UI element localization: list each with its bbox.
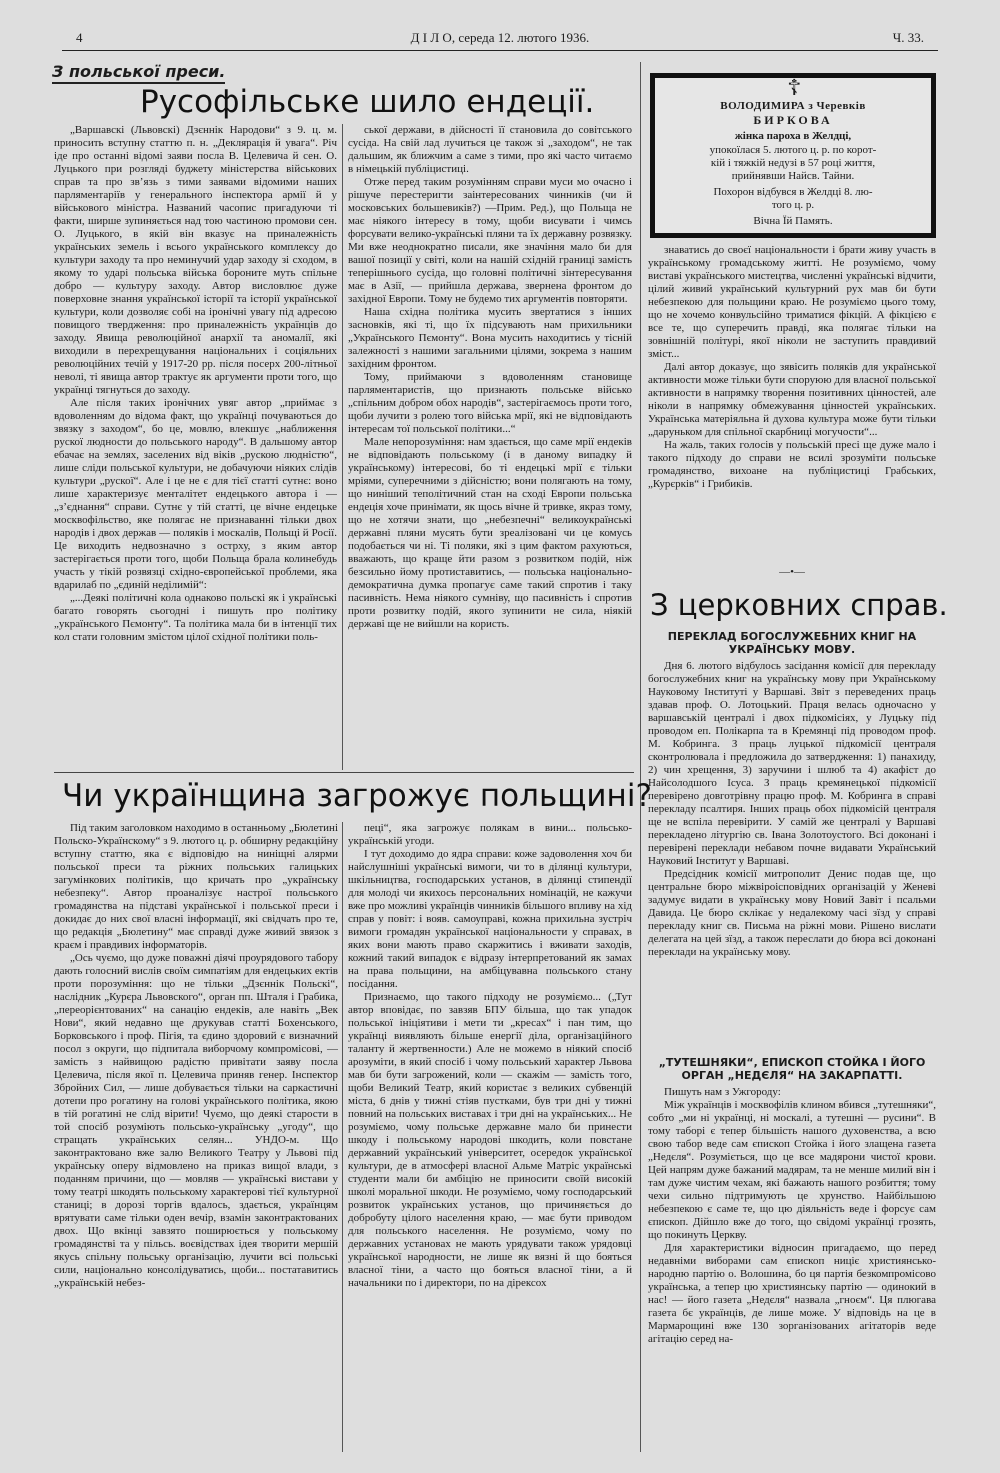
paragraph: „Варшавскі (Львовскі) Дзєннік Народови“ з 9. ц. м. приносить вступну статтю п. н. „Деклярація й увага“. Річ іде про останні відомі заяви посла В. Целевича й сен. О. Луцького при розгляді буджету міністерства військових справ та про зв’язь з тими заявами відомими наших парляментаріїв у генерального інспектора армії й у військового міністра. Названий часопис пригадуючи ті факти, ширше зупиняється над тою частиною промови сен. О. Луцького, в якій він вказує на приналежність українських земель і всього українського комплексу до культури заходу та про неминучий удар заходу зі сходом, в якому то ударі польська війська бороните муть спільне добро — культуру заходу. Автор висловлює дуже поверховне знання української історії та історії української культури, коли дозволяє собі на іронічні увагу під адресою повищого твердження: про приналежність українців до заходу. Явища революційної анархії та аномалії, які виходили в перехрещування національних і соціяльних революційних течій у 1917-20 рр. після посерх 200-літньої неволі, ті явища автор трактує як аргументи проти того, що українці тягнуться до заходу. xyxy=(54,124,337,396)
obituary-surname: БИРКОВА xyxy=(753,113,833,127)
subheading-tuteshniaky xyxy=(648,1056,936,1082)
article1-column-3 xyxy=(648,244,936,562)
obituary-line: жінка пароха в Желдці, xyxy=(734,130,852,142)
article2-column-1 xyxy=(54,822,338,1452)
article-title-ukrainian-threat: Чи українщина загрожує польщині? xyxy=(62,778,652,814)
paragraph: На жаль, таких голосів у польській пресі ще дуже мало і такого підходу до справи не всилі зрозуміти польське громадянство, вихоане на публіцистиці Грабських, „Курєрків“ і Грибиків. xyxy=(648,439,936,490)
paragraph: „Ось чуємо, що дуже поважні діячі проурядового табору дають голосний вислів своїм симпатіям для ендецьких ектів проти порозуміння: що не тільки „Дзєннік Польскі“, наслідник „Курєра Львовского“, орган пп. Шталя і Грабика, „переорієнтованих“ на санацію ендеків, але навіть „Век Нови“, який недавно ще друкував статті Бохенського, Борковського і проф. Пігія, та єдино здоровий є визначний посол з округи, що підпитала виборчому компромісові, — замість з найвищою радістю привітати заяву посла Целевича, після якої п. Целевича приняв генер. Інспектор Збройних Сил, — лише добувається тільки на саркастичні дотепи про рогатину на голові українського політика, якою в тій рогатині не слід вірити! Чуємо, що деякі старости в той спосіб розуміють польсько-українську „угоду“, що стращать українських селян... УНДО-м. Що законтрактовано вже залю Великого Театру у Львові під українську оперу відмовлено на приказ вищої влади, з поданням причини, що — мовляв — українські вистави у тому театрі шкодять польському характерові тієї культурної станиці; в дорозі торгів вдалось, здається, українцям врятувати саме тільки оден вечір, взамін законтрактованих двох. Що вкінці завзято поширюється у польському громадянстві та у пільсь. воєвідствах ідея творити мершій якусь спільну польську організацію, лучити всі польські сили, національно консолідуватись, щоби... постатавитись „українській небез- xyxy=(54,952,338,1289)
article1-column-1 xyxy=(54,124,337,770)
paragraph: знаватись до своєї національности і брати живу участь в українському громадському житті. Не розуміємо, чому виставі українського мистецтва, численні українські відчити, цілий живий український культурний рух мав би бути небезпекою для польщини краю. Не розуміємо цього тому, що не хочемо конвульсійно триматися фікцій. А фікцією є все те, що суперечить правді, яка полягає тільки на зовнішній політурі, якої ніколи не заступить правдивий зміст... xyxy=(648,244,936,360)
masthead: Д І Л О, середа 12. лютого 1936. xyxy=(410,30,590,45)
obituary-line: упокоїлася 5. лютого ц. р. по корот- xyxy=(709,144,877,156)
paragraph: Отже перед таким розумінням справи муси мо очасно і рішуче перестеригти заінтересованих чинників (чи й московських большевиків?) —Прим. Ред.), що Польща не має ніякого інтересу в тому, щоби висувати і чимсь форсувати велико-українські пляни та їх державну розвязку. Ми вже неоднократно писали, яке значіння мало би для вашої позиції у світі, коли на нашій східній границі замість теперішнього сусіда, що головні політичні зінтересування має в Азії, — прийшла держава, звернена фронтом до західної Европи. Тому не будемо тих аргументів повторяти. xyxy=(348,176,632,305)
obituary-line: прийнявши Найсв. Тайни. xyxy=(731,170,855,182)
subheading-line: „ТУТЕШНЯКИ“, ЕПИСКОП СТОЙКА І ЙОГО xyxy=(658,1056,926,1069)
subheading-translation xyxy=(648,630,936,656)
obituary-line: кій і тяжкій недузі в 57 році життя, xyxy=(710,157,876,169)
paragraph: Наша східна політика мусить звертатися з інших засновків, які ті, що їх підсувають нам прихильники „Українського Пємонту“. Вона мусить находитись у тісній залежності з нашими загальними цілями, зокрема з нашим західним фронтом. xyxy=(348,306,632,370)
paragraph: Під таким заголовком находимо в останньому „Бюлетині Польско-Українскому“ з 9. лютого ц. р. обширну редакційну вступну статтю, яка є відповідю на ниніщні алярми польської преси та ріжних польських галицьких загумінкових політиків, що кричать про „українську небезпеку“. Автор проаналізує настрої польського громадянства на підставі української і польської преси і докидає до них свої власні інформації, які свідчать про те, що редакція „Бюлетину“ має справді дуже живий звязок з краєм і правдивих інформаторів. xyxy=(54,822,338,951)
church-column-translation xyxy=(648,660,936,1052)
paragraph: пеці“, яка загрожує полякам в вини... польсько-українській угоди. xyxy=(348,822,632,847)
paragraph: Признаємо, що такого підходу не розуміємо... („Тут автор вповідає, по завзяв БПУ більша, що так упадок польської ініціятиви і мети ти „кресах“ і пан тим, що українці виявляють більше енергії діла, організаційного таланту й жертвенности.) Але не можемо в ніякий спосіб арозуміти, в який спосіб і чому польський характер Львова мав би бути загрожений, коли — скажім — замість того, щоби Великий Театр, який користає з великих субвенцій міста, 6 днів у тижні стіяв пустками, був три дні у тижні повний на польських виставах і три дні на українських... Не розуміємо, чому польське державне мало би принести шкоду і польському народові шкодить, коли повстане державний український університет, осередок української культури, де в атмосфері власної Альме Матріс українські студенти мали би амбіцію не приносити своїй високій школі моральної шкоди. Не розуміємо, чому господарський розвиток українських установ, що причиняється до добробуту цілого населення краю, — має бути приводом для польського населення. Не розуміємо, чому по державних установах не мають урядувати також урядовці української народности, не лише як вязні й що бояться власної тіни, а часто що бояться власної тіни, а й начальники по і директори, по на дірексох xyxy=(348,991,632,1289)
section-rubric: З польської преси. xyxy=(52,62,225,84)
page-number: 4 xyxy=(76,30,83,45)
subheading-line: УКРАЇНСЬКУ МОВУ. xyxy=(728,643,856,656)
column-divider xyxy=(342,822,343,1452)
section-divider xyxy=(54,772,634,773)
church-column-tuteshniaky xyxy=(648,1086,936,1452)
column-divider xyxy=(342,124,343,770)
paragraph: Між українців і москвофілів клином вбився „тутешняки“, собто „ми ні українці, ні москалі, а тутешні — русини“. В тому таборі є тепер більшість нашого духовенства, а всю свою табор веде сам єпископ Стойка і його злащена газета „Недєля“. Розуміється, що це все мадярони чистої крови. Цей напрям дуже бажаний мадярам, та не менше милий він і там дуже чистим чехам, які бажають нашого розбиття; тому чехи сильно підтримують це хрунство. Найбільшою небезпекою є саме те, що цю діяльність веде і форсує сам єпископ. Дійшло вже до того, що свідомі українці грозять, що покинуть Церкву. xyxy=(648,1099,936,1241)
paragraph: Дня 6. лютого відбулось засідання комісії для перекладу богослужебних книг на українську мову при Українському Науковому Інституті у Варшаві. Звіт з переведених праць здавав проф. О. Лотоцький. Праця велась одночасно у варшавській централі і двох підкомісіях, у Луцьку під проводом еп. Полікарпа та в Кремянці під проводом проф. М. Кобринга. З праць луцької підкомісії централя сконтролювала і предложила до затвердження: 1) панахиду, 2) чин хрещення, 3) заручини і шлюб та 4) акафіст до Найсолодшого Ісуса. З праць кремянецької підкомісії перевірено довготрівну працю проф. М. Кобринга в справі перекладу псалтиря. Інших праць обох підкомісій централя ще не вспіла перевірити. У самій же централі у Варшаві перекладено літургію св. Івана Золотоустого. Всі доконані і перевірені переклади небавом почне видавати Український Науковий Інститут у Варшаві. xyxy=(648,660,936,867)
paragraph: Тому, приймаючи з вдоволенням становище парляментаристів, що признають польське військо „спільним добром обох народів“, застерігаємось проти того, щоби лучити з ролею того війська мрії, які не відповідають інтересам тої польської політики...“ xyxy=(348,371,632,435)
obituary-line: Похорон відбувся в Желдці 8. лю- xyxy=(713,186,873,198)
issue-number: Ч. 33. xyxy=(892,30,924,45)
orthodox-cross-icon: ☦ xyxy=(787,76,802,101)
paragraph: „...Деякі політичні кола однаково польскі як і українські багато говорять сьогодні і пишуть про політику „українського Пємонту“. Та політика мала би в інтенції тих кол стати головним змістом цілої східної політики поль- xyxy=(54,592,337,643)
subheading-line: ПЕРЕКЛАД БОГОСЛУЖЕБНИХ КНИГ НА xyxy=(667,630,917,643)
article2-column-2 xyxy=(348,822,632,1452)
section-separator: —•— xyxy=(779,566,805,578)
paragraph: Мале непорозуміння: нам здається, що саме мрії ендеків не відповідають польському (і в даному випадку й українському) інтересові, бо ті ендецькі мрії є тільки мріями, суперечними з дійсністю; вони полягають на тому, що ниніший теполітичний стан на сході Европи польська ендеція хоче принімати, як щось вічне й тривке, якраз тому, що не хотячи знати, що „небезпечні“ великоукраїнські державні пляни мусять бути зреалізовані чи це комусь подобається чи ні. Ті поляки, які з цим фактом рахуються, вважають, що краще йти разом з розвитком подій, ніж безсильно йому протиставитись, — польська національно-демократична думка пропагує саме такий спротив і таку пасивність. Нема ніякого сумніву, що пасивність і спротив проти розвитку подій, якого зупинити не сила, ніякій державі ще не вийшли на користь. xyxy=(348,436,632,630)
paragraph: ської держави, в дійсності її становила до совітського сусіда. На свій лад лучиться це також зі „заходом“, не так дальшим, як ближчим а саме з тими, про які часто читаємо в німецькій публіцистиці. xyxy=(348,124,632,175)
article-title-rusophile: Русофільське шило ендеції. xyxy=(140,84,595,120)
paragraph: Предсідник комісії митрополит Денис подав ще, що центральне бюро міжвіроісповідних організацій у Женеві задумує видати в українську мову Новий Завіт і псальми Давида. Це бюро склікає у недалекому часі зїзд у справі перекладу книг св. Письма на ріжні мови. Рішено вислати делегата на цей зїзд, а також переслати до бюра всі доконані переклади на українську мову. xyxy=(648,868,936,958)
paragraph: Пишуть нам з Ужгороду: xyxy=(664,1086,781,1098)
obituary-closing: Вічна Їй Память. xyxy=(753,215,833,227)
paragraph: І тут доходимо до ядра справи: коже задоволення хоч би найслушніші українські вимоги, чи то в ділянці культури, шкільництва, господарських установ, в ділянці стипендії для молоді чи якихось персональних номінацій, не кажучи вже про можливі українців чинників більшого впливу на хід справ у повіт: і вояв. самоуправі, кожна прихильна зустріч вимоги громадян української національности у справах, в яких вони мають право скаржитись і вживати заходів, кожний такий випадок є відразу інтерпретований як замах на права польщини, на амбіцувавна польського стану посідання. xyxy=(348,848,632,990)
obituary-line: того ц. р. xyxy=(771,199,815,211)
subheading-line: ОРГАН „НЕДЄЛЯ“ НА ЗАКАРПАТТІ. xyxy=(681,1069,903,1082)
obituary-name: ВОЛОДИМИРА з Черевків xyxy=(720,100,866,112)
page-header xyxy=(62,28,938,51)
paragraph: Але після таких іронічних увяг автор „приймає з вдоволенням до відома факт, що українці почуваються до звязку з заходом“, бо це, мовлю, влекшує „наближення рускої людности до польського народу“. В дальшому автор ебачає на землях, заселених від віків „рускою людністю“, лише сліди польської культури, не добачуючи ніяких слідів культури „рускої“. Але і це не є для тієї статті сутнє: воно лише характеризує менталітет ендецького автора і — „з’єднання“ справи. Сутнє у тій статті, це вічне ендецьке москвофільство, яке полягає не признаванні тільки двох народів і двох держав — поляків і москалів, Польщі й Росії. Це виходить недвозначно з острху, з яким автор застерігається проти того, щоби Польща брала колинебудь участь у тікій розвязці східно-європейської проблеми, яка вдарилаб по „єдиній неділимій“: xyxy=(54,397,337,591)
obituary-box xyxy=(650,73,936,238)
church-section-title: З церковних справ. xyxy=(650,588,948,622)
paragraph: Для характеристики відносин пригадаємо, що перед недавніми виборами сам єпископ ниціє християнсько-народню партію о. Волошина, бо ця партія безкомпромісово українська, а тепер цю християнську партію — одинокий в нас! — його газета „Недєля“ назвала „гноєм“. Ця плюгава газета бє українців, де лише може. У відповідь на це в Мармарощині вже 130 зорганізованих агітаторів веде агітацію серед на- xyxy=(648,1242,936,1345)
column-divider xyxy=(640,62,641,1452)
article1-column-2 xyxy=(348,124,632,770)
paragraph: Далі автор доказує, що зявісить поляків для української активности може тільки бути споруюю для власної польської активности в напрямку творення позитивних цінностей, але ніколи в напрямку обмежування цінностей українських. Українська матеріяльна й духова культура може бути тільки „даруньком для спільної скарбниці могучости“... xyxy=(648,361,936,438)
